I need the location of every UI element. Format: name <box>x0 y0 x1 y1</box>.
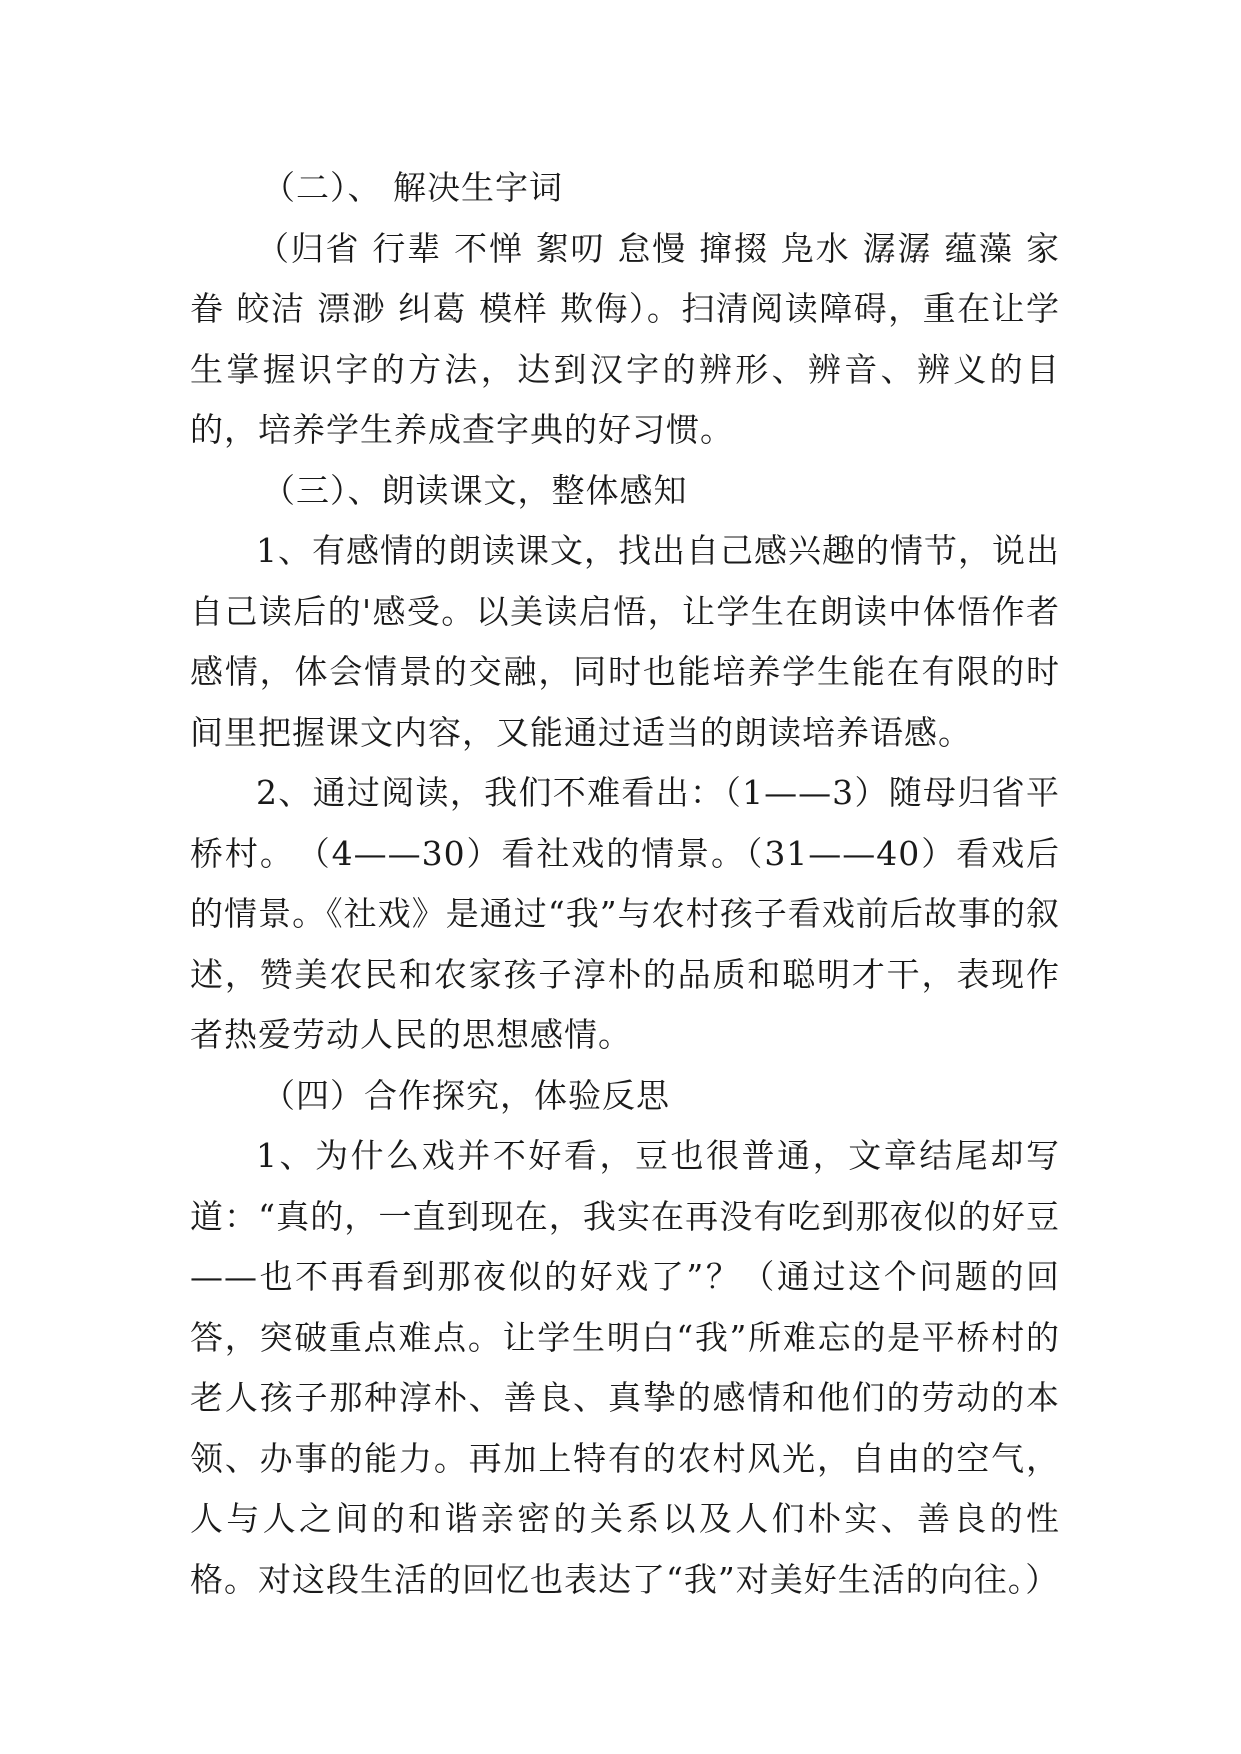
document-page <box>190 158 1060 1610</box>
inquiry-paragraph-1: 1、为什么戏并不好看，豆也很普通，文章结尾却写道：“真的，一直到现在，我实在再没有吃到那夜似的好豆——也不再看到那夜似的好戏了”？（通过这个问题的回答，突破重点难点。让学生明白“我”所难忘的是平桥村的老人孩子那种淳朴、善良、真挚的感情和他们的劳动的本领、办事的能力。再加上特有的农村风光，自由的空气，人与人之间的和谐亲密的关系以及人们朴实、善良的性格。对这段生活的回忆也表达了“我”对美好生活的向往。） <box>190 1136 1060 1599</box>
section-heading-reading: （三）、朗读课文，整体感知 <box>262 470 688 510</box>
reading-paragraph-2: 2、通过阅读，我们不难看出：（1——3）随母归省平桥村。 （4——30）看社戏的情景。（31——40）看戏后的情景。《社戏》是通过“我”与农村孩子看戏前后故事的叙述，赞美农民和农家孩子淳朴的品质和聪明才干，表现作者热爱劳动人民的思想感情。 <box>190 773 1060 1054</box>
section-heading-inquiry: （四）合作探究，体验反思 <box>262 1075 670 1115</box>
section-heading-vocabulary: （二）、 解决生字词 <box>262 168 563 207</box>
reading-paragraph-1: 1、有感情的朗读课文，找出自己感兴趣的情节，说出自己读后的'感受。以美读启悟，让学生在朗读中体悟作者感情，体会情景的交融，同时也能培养学生能在有限的时间里把握课文内容，又能通过适当的朗读培养语感。 <box>190 531 1060 752</box>
vocabulary-paragraph: （归省 行辈 不惮 絮叨 怠慢 撺掇 凫水 潺潺 蕴藻 家眷 皎洁 漂渺 纠葛 模样 欺侮）。扫清阅读障碍，重在让学生掌握识字的方法，达到汉字的辨形、辨音、辨义的目的，培养学生养成查字典的好习惯。 <box>190 228 1060 449</box>
